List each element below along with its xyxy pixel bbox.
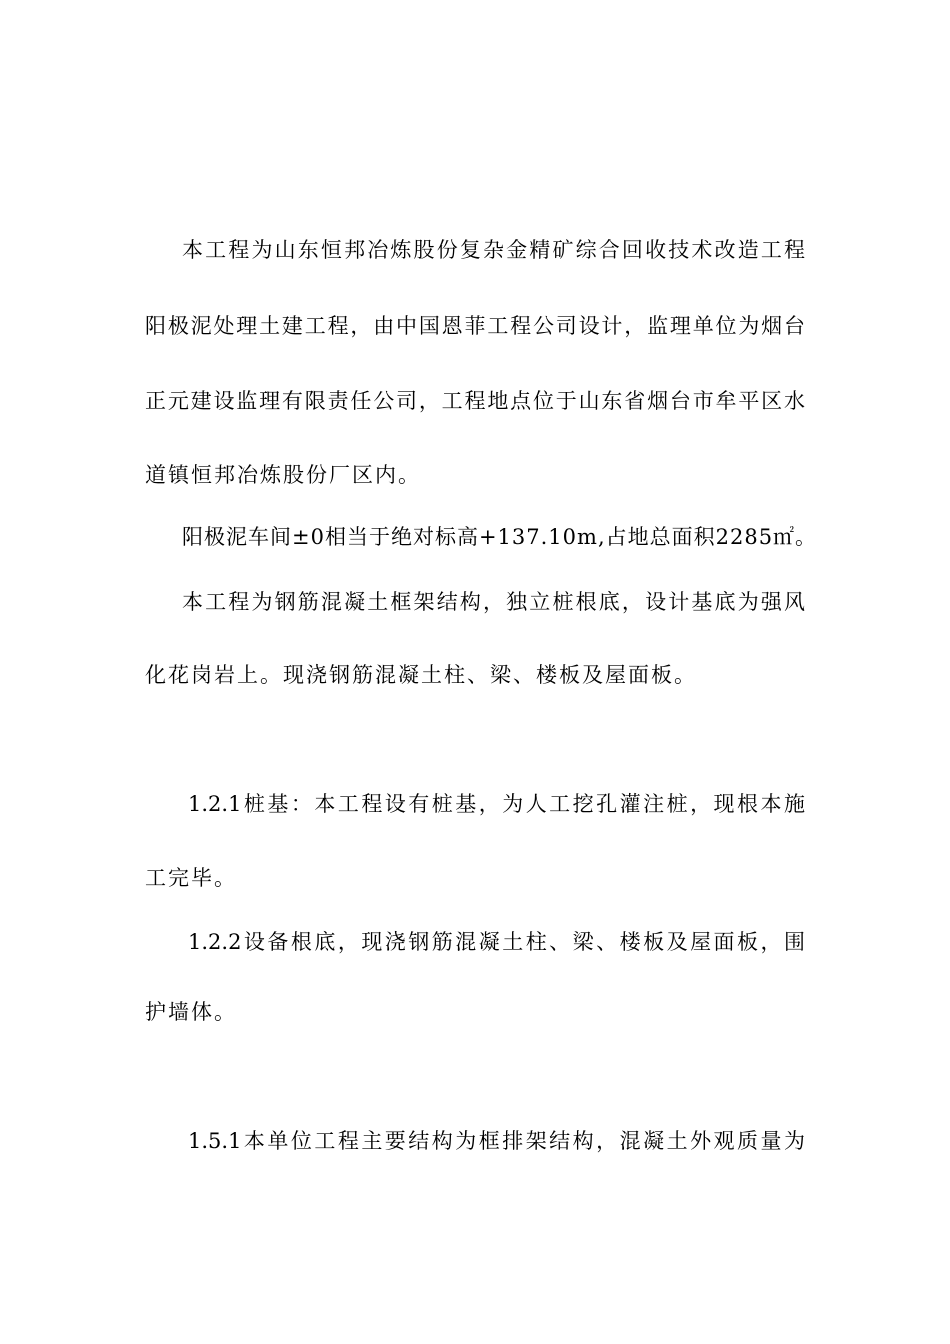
text-line: 正元建设监理有限责任公司，工程地点位于山东省烟台市牟平区水 <box>145 389 805 413</box>
text-line: 本工程为钢筋混凝土框架结构，独立桩根底，设计基底为强风 <box>182 590 805 614</box>
text-line: 1.5.1本单位工程主要结构为框排架结构，混凝土外观质量为 <box>188 1129 805 1153</box>
text-line: 本工程为山东恒邦冶炼股份复杂金精矿综合回收技术改造工程 <box>182 238 805 262</box>
text-line: 护墙体。 <box>145 1000 237 1024</box>
text-line: 道镇恒邦冶炼股份厂区内。 <box>145 463 421 487</box>
text-line: 1.2.2设备根底，现浇钢筋混凝土柱、梁、楼板及屋面板，围 <box>188 930 805 954</box>
text-line: 化花岗岩上。现浇钢筋混凝土柱、梁、楼板及屋面板。 <box>145 663 697 687</box>
text-line: 阳极泥车间±0相当于绝对标高+137.10m,占地总面积2285㎡。 <box>182 525 818 549</box>
text-line: 阳极泥处理土建工程，由中国恩菲工程公司设计，监理单位为烟台 <box>145 314 805 338</box>
text-line: 1.2.1桩基：本工程设有桩基，为人工挖孔灌注桩，现根本施 <box>188 792 805 816</box>
text-line: 工完毕。 <box>145 866 237 890</box>
